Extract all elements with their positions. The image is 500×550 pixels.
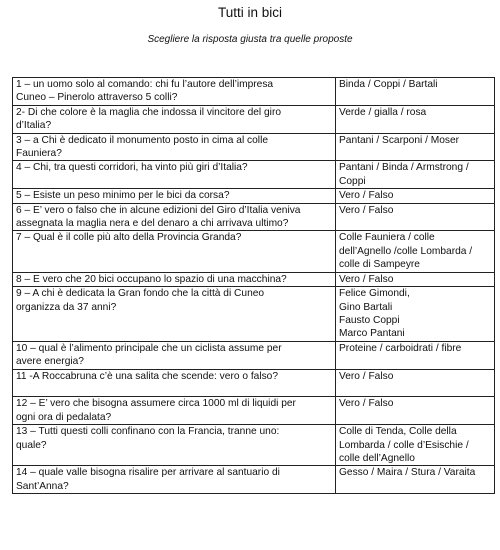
question-line: quale? bbox=[16, 439, 47, 451]
table-row bbox=[13, 231, 495, 272]
answer-option-line: Vero / Falso bbox=[339, 398, 394, 410]
answer-option-line: Vero / Falso bbox=[339, 273, 394, 285]
answer-option-line: Coppi bbox=[339, 175, 366, 187]
question-line: assegnata la maglia nera e del denaro a chi arrivava ultimo? bbox=[16, 218, 289, 230]
question-cell bbox=[13, 161, 336, 189]
answer-options-cell bbox=[336, 203, 495, 231]
question-cell bbox=[13, 105, 336, 133]
table-row bbox=[13, 272, 495, 286]
answer-options-cell bbox=[336, 341, 495, 369]
question-line: 5 – Esiste un peso minimo per le bici da corsa? bbox=[16, 190, 230, 202]
table-row bbox=[13, 341, 495, 369]
question-line: 4 – Chi, tra questi corridori, ha vinto più giri d’Italia? bbox=[16, 162, 248, 174]
answer-option-line: Gesso / Maira / Stura / Varaita bbox=[339, 467, 476, 479]
question-cell bbox=[13, 287, 336, 342]
table-row bbox=[13, 133, 495, 161]
answer-options-cell bbox=[336, 369, 495, 397]
question-cell bbox=[13, 397, 336, 425]
table-row bbox=[13, 203, 495, 231]
table-row bbox=[13, 189, 495, 203]
question-line: 1 – un uomo solo al comando: chi fu l’autore dell’impresa bbox=[16, 79, 274, 90]
answer-options-cell bbox=[336, 105, 495, 133]
page-title: Tutti in bici bbox=[217, 5, 283, 20]
question-line: 8 – E vero che 20 bici occupano lo spazio di una macchina? bbox=[16, 273, 287, 285]
question-line: 14 – quale valle bisogna risalire per arrivare al santuario di bbox=[16, 467, 280, 479]
table-row bbox=[13, 369, 495, 397]
answer-option-line: Felice Gimondi, bbox=[339, 288, 410, 300]
answer-options-cell bbox=[336, 287, 495, 342]
table-row bbox=[13, 425, 495, 466]
answer-option-line: Proteine / carboidrati / fibre bbox=[339, 342, 462, 354]
question-cell bbox=[13, 231, 336, 272]
answer-options-cell bbox=[336, 161, 495, 189]
question-cell bbox=[13, 189, 336, 203]
answer-options-cell bbox=[336, 425, 495, 466]
question-line: 11 -A Roccabruna c’è una salita che scende: vero o falso? bbox=[16, 370, 279, 382]
answer-options-cell bbox=[336, 272, 495, 286]
table-row bbox=[13, 161, 495, 189]
question-line: ogni ora di pedalata? bbox=[16, 411, 112, 423]
answer-option-line: Vero / Falso bbox=[339, 204, 394, 216]
question-line: 13 – Tutti questi colli confinano con la Francia, tranne uno: bbox=[16, 426, 280, 438]
question-line: 12 – E’ vero che bisogna assumere circa 1000 ml di liquidi per bbox=[16, 398, 296, 410]
question-line: organizza da 37 anni? bbox=[16, 301, 117, 313]
question-line: 7 – Qual è il colle più alto della Provincia Granda? bbox=[16, 232, 242, 244]
question-line bbox=[16, 383, 332, 396]
answer-option-line: Marco Pantani bbox=[339, 328, 405, 340]
question-line: 2- Di che colore è la maglia che indossa il vincitore del giro bbox=[16, 106, 282, 118]
question-cell bbox=[13, 272, 336, 286]
answer-options-cell bbox=[336, 231, 495, 272]
question-line: Sant’Anna? bbox=[16, 480, 69, 492]
answer-option-line: Colle di Tenda, Colle della bbox=[339, 426, 457, 438]
question-cell bbox=[13, 133, 336, 161]
answer-option-line: Pantani / Scarponi / Moser bbox=[339, 134, 460, 146]
answer-option-line: Colle Fauniera / colle bbox=[339, 232, 435, 244]
question-line: Fauniera? bbox=[16, 148, 62, 160]
question-cell bbox=[13, 78, 336, 106]
question-cell bbox=[13, 369, 336, 397]
answer-option-line: Lombarda / colle d’Esischie / bbox=[339, 439, 469, 451]
answer-option-line: Pantani / Binda / Armstrong / bbox=[339, 162, 469, 174]
table-row bbox=[13, 78, 495, 106]
answer-option-line: Vero / Falso bbox=[339, 190, 394, 202]
answer-option-line: Verde / gialla / rosa bbox=[339, 106, 427, 118]
answer-option-line: Fausto Coppi bbox=[339, 314, 400, 326]
question-cell bbox=[13, 425, 336, 466]
answer-options-cell bbox=[336, 133, 495, 161]
table-row bbox=[13, 105, 495, 133]
table-row bbox=[13, 397, 495, 425]
question-line: 3 – a Chi è dedicato il monumento posto in cima al colle bbox=[16, 134, 268, 146]
answer-option-line: dell’Agnello /colle Lombarda / bbox=[339, 245, 473, 257]
answer-option-line: colle di Sampeyre bbox=[339, 259, 420, 271]
question-cell bbox=[13, 341, 336, 369]
question-line: 6 – E’ vero o falso che in alcune edizioni del Giro d’Italia veniva bbox=[16, 204, 301, 216]
answer-options-cell bbox=[336, 397, 495, 425]
answer-options-cell bbox=[336, 189, 495, 203]
answer-option-line: colle dell’Agnello bbox=[339, 452, 415, 464]
question-line: 9 – A chi è dedicata la Gran fondo che la città di Cuneo bbox=[16, 288, 265, 300]
question-line: avere energia? bbox=[16, 356, 84, 368]
answer-option-line: Binda / Coppi / Bartali bbox=[339, 79, 438, 90]
page-subtitle: Scegliere la risposta giusta tra quelle proposte bbox=[147, 34, 353, 45]
answer-option-line: Vero / Falso bbox=[339, 370, 394, 382]
table-row bbox=[13, 287, 495, 342]
answer-options-cell bbox=[336, 466, 495, 494]
question-cell bbox=[13, 466, 336, 494]
answer-option-line: Gino Bartali bbox=[339, 301, 393, 313]
question-line: 10 – qual è l’alimento principale che un ciclista assume per bbox=[16, 342, 282, 354]
quiz-table bbox=[12, 77, 495, 494]
answer-options-cell bbox=[336, 78, 495, 106]
question-line: Cuneo – Pinerolo attraverso 5 colli? bbox=[16, 92, 178, 104]
quiz-table-body bbox=[13, 78, 495, 494]
question-cell bbox=[13, 203, 336, 231]
question-line: d’Italia? bbox=[16, 120, 52, 132]
table-row bbox=[13, 466, 495, 494]
